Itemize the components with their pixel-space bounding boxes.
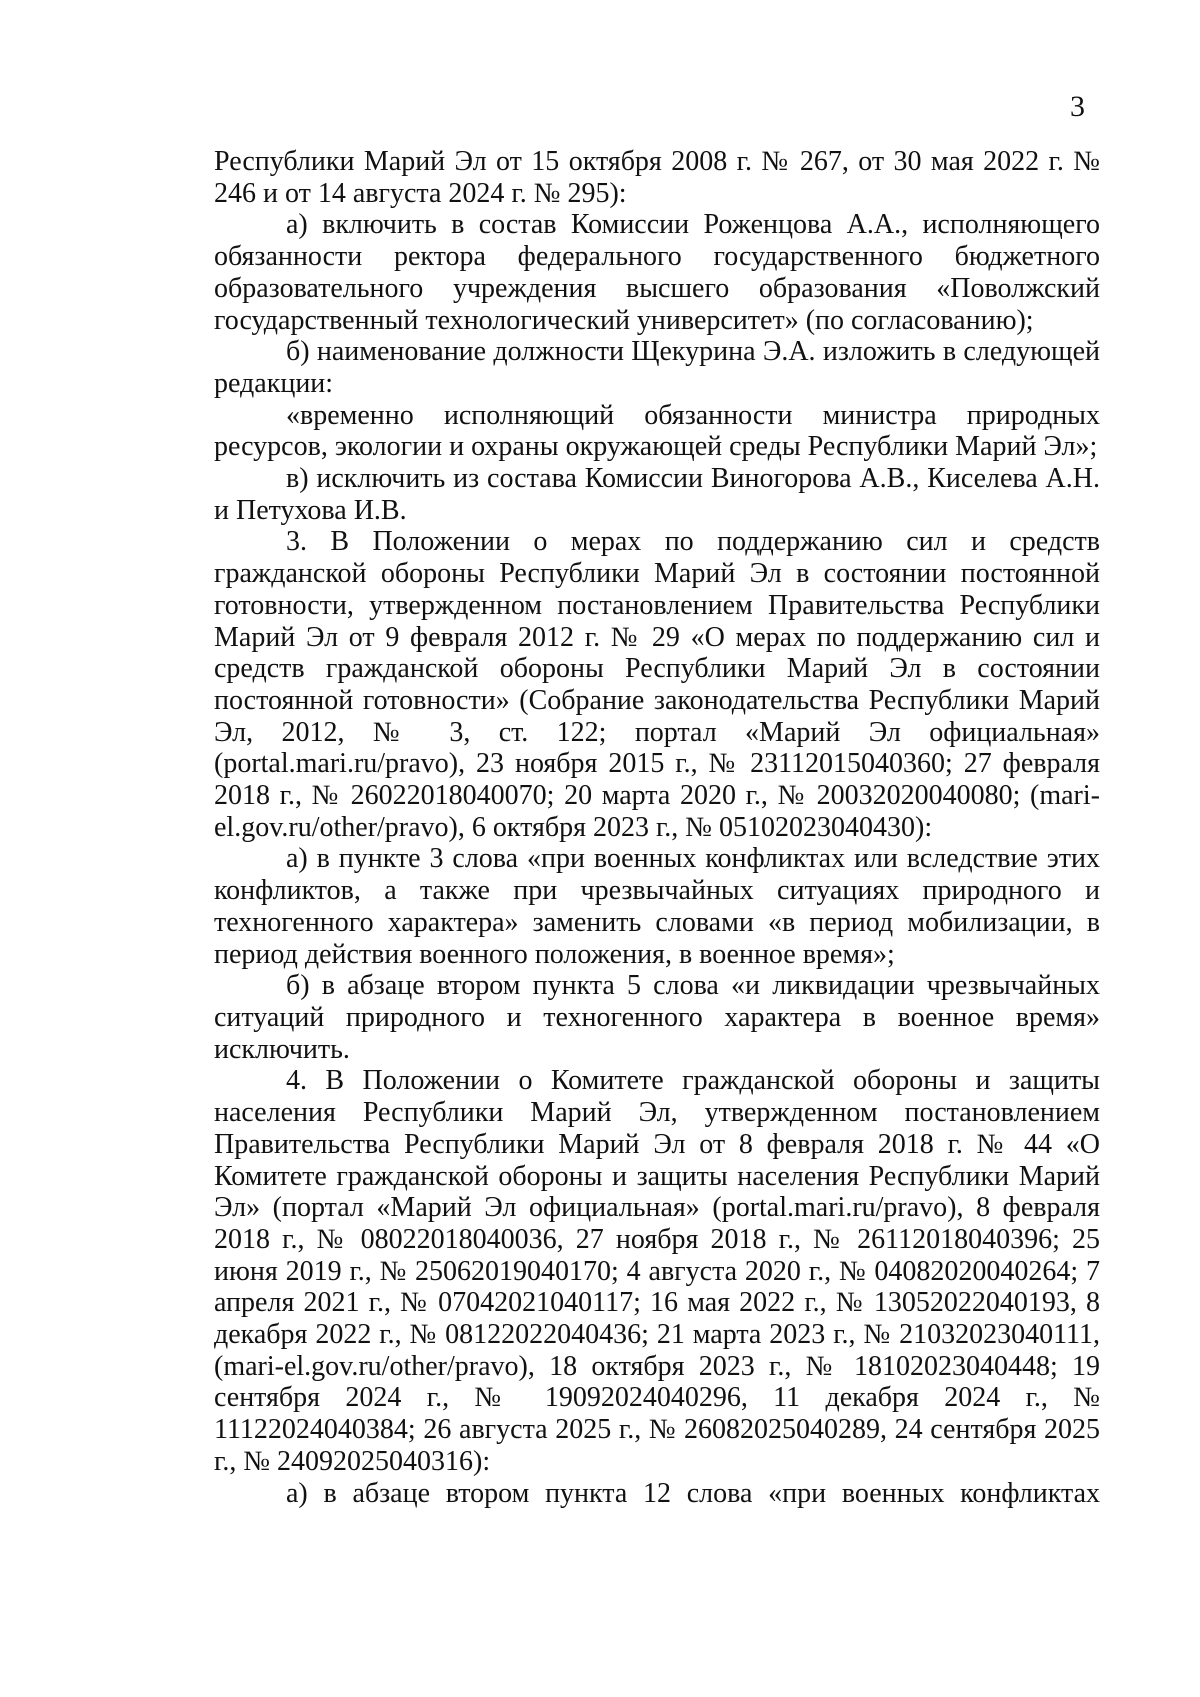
paragraph-section-4-item-a: а) в абзаце втором пункта 12 слова «при военных конфликтах — [286, 1477, 1100, 1509]
paragraph-continuation: Республики Марий Эл от 15 октября 2008 г. № 267, от 30 мая 2022 г. № 246 и от 14 августа 2024 г. № 295): — [214, 146, 1100, 209]
paragraph-section-3: 3. В Положении о мерах по поддержанию сил и средств гражданской обороны Республики Марий Эл в состоянии постоянной готовности, утвержденном постановлением Правительства Республики Марий Эл от 9 февраля 2012 г. № 29 «О мерах по поддержанию сил и средств гражданской обороны Республики Марий Эл в состоянии постоянной готовности» (Собрание законодательства Республики Марий Эл, 2012, № 3, ст. 122; портал «Марий Эл официальная» (portal.mari.ru/pravo), 23 ноября 2015 г., № 23112015040360; 27 февраля 2018 г., № 26022018040070; 20 марта 2020 г., № 20032020040080; (mari-el.gov.ru/other/pravo), 6 октября 2023 г., № 05102023040430): — [214, 526, 1100, 843]
paragraph-item-b-position: б) наименование должности Щекурина Э.А. изложить в следующей редакции: — [214, 336, 1100, 399]
paragraph-section-3-item-b: б) в абзаце втором пункта 5 слова «и ликвидации чрезвычайных ситуаций природного и техногенного характера в военное время» исключить. — [214, 970, 1100, 1065]
paragraph-section-4: 4. В Положении о Комитете гражданской обороны и защиты населения Республики Марий Эл, утвержденном постановлением Правительства Республики Марий Эл от 8 февраля 2018 г. № 44 «О Комитете гражданской обороны и защиты населения Республики Марий Эл» (портал «Марий Эл официальная» (portal.mari.ru/pravo), 8 февраля 2018 г., № 08022018040036, 27 ноября 2018 г., № 26112018040396; 25 июня 2019 г., № 25062019040170; 4 августа 2020 г., № 04082020040264; 7 апреля 2021 г., № 07042021040117; 16 мая 2022 г., № 13052022040193, 8 декабря 2022 г., № 08122022040436; 21 марта 2023 г., № 21032023040111, (mari-el.gov.ru/other/pravo), 18 октября 2023 г., № 18102023040448; 19 сентября 2024 г., № 19092024040296, 11 декабря 2024 г., № 11122024040384; 26 августа 2025 г., № 26082025040289, 24 сентября 2025 г., № 24092025040316): — [214, 1065, 1100, 1477]
document-body — [214, 146, 1100, 1509]
page-number: 3 — [1070, 90, 1085, 123]
paragraph-quoted-position: «временно исполняющий обязанности министра природных ресурсов, экологии и охраны окружающей среды Республики Марий Эл»; — [214, 399, 1100, 463]
paragraph-item-v-exclude: в) исключить из состава Комиссии Виногорова А.В., Киселева А.Н. и Петухова И.В. — [214, 463, 1100, 526]
paragraph-section-3-item-a: а) в пункте 3 слова «при военных конфликтах или вследствие этих конфликтов, а также при чрезвычайных ситуациях природного и техногенного характера» заменить словами «в период мобилизации, в период действия военного положения, в военное время»; — [214, 843, 1100, 970]
paragraph-item-a-include: а) включить в состав Комиссии Роженцова А.А., исполняющего обязанности ректора федерального государственного бюджетного образовательного учреждения высшего образования «Поволжский государственный технологический университет» (по согласованию); — [214, 209, 1100, 336]
